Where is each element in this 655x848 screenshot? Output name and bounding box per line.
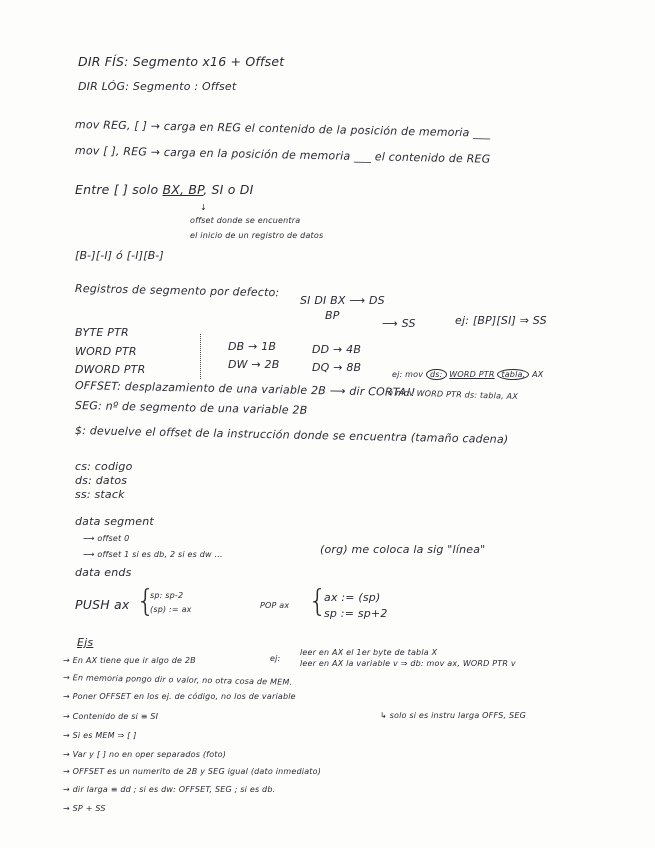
ej-line-3: → Poner OFFSET en los ej. de código, no los de variable [63, 692, 296, 701]
brace-icon: { [136, 584, 156, 619]
reg-ss: ⟶ SS [382, 317, 416, 330]
ej-line-4: → Contenido de si ≡ SI [63, 712, 159, 721]
ej-word-ptr: WORD PTR [449, 370, 495, 379]
org-note: (org) me coloca la sig "línea" [320, 543, 486, 556]
ej-mov: ej: mov [392, 370, 424, 379]
ej-line-7: → OFFSET es un numerito de 2B y SEG igual (dato inmediato) [63, 767, 322, 776]
entre-line [75, 182, 253, 197]
ej-ds-circled: ds: [426, 369, 447, 380]
reg-ds: SI DI BX ⟶ DS [300, 294, 385, 307]
pop-label: POP ax [260, 601, 290, 610]
dir-fis-line: DIR FÍS: Segmento x16 + Offset [78, 54, 285, 69]
ds-line: ds: datos [75, 474, 128, 487]
db-size: DB → 1B [228, 340, 277, 353]
reg-bp: BP [325, 309, 340, 322]
push-step-1: sp: sp-2 [150, 591, 184, 600]
data-ends: data ends [75, 566, 132, 579]
offset-0: ⟶ offset 0 [83, 534, 130, 543]
mov-reg-mem-line: mov REG, [ ] → carga en REG el contenido de la posición de memoria ___ [74, 118, 491, 140]
registros-line: Registros de segmento por defecto: [74, 282, 280, 300]
dw-size: DW → 2B [228, 358, 280, 371]
seg-definition: SEG: nº de segmento de una variable 2B [74, 399, 308, 417]
mov-mem-reg-line: mov [ ], REG → carga en la posición de memoria ___ el contenido de REG [74, 144, 491, 166]
dd-size: DD → 4B [312, 343, 362, 356]
dollar-definition: $: devuelve el offset de la instrucción donde se encuentra (tamaño cadena) [74, 424, 509, 447]
brace-icon: { [308, 584, 328, 619]
offset-1: ⟶ offset 1 si es db, 2 si es dw ... [83, 550, 223, 559]
ej-line-1-note-2: leer en AX la variable v ⇒ db: mov ax, WORD PTR v [300, 659, 516, 668]
word-ptr: WORD PTR [75, 345, 137, 358]
ejs-heading: Ejs [77, 636, 94, 649]
ej-ax: AX [532, 370, 544, 379]
arrow-down-icon: ↓ [200, 203, 207, 212]
dq-size: DQ → 8B [312, 361, 362, 374]
entre-regs-underlined: BX, BP [162, 182, 204, 197]
mov-example-1 [392, 370, 543, 379]
dotted-divider [200, 334, 201, 379]
ej-line-8: → dir larga ≡ dd ; si es dw: OFFSET, SEG ; si es db. [63, 785, 276, 794]
push-label: PUSH ax [75, 597, 130, 612]
dword-ptr: DWORD PTR [75, 363, 146, 376]
ej-line-1-ej: ej: [270, 654, 281, 663]
ej-line-1: → En AX tiene que ir algo de 2B [63, 656, 196, 665]
ej-line-5: → Si es MEM ⇒ [ ] [63, 731, 137, 740]
cs-line: cs: codigo [75, 460, 133, 473]
entre-regs-rest: , SI o DI [203, 182, 254, 197]
data-segment: data segment [75, 515, 154, 528]
ej-line-9: → SP + SS [63, 804, 106, 813]
reg-example: ej: [BP][SI] ⇒ SS [455, 314, 547, 327]
offset-note-1: offset donde se encuentra [190, 216, 301, 225]
entre-label: Entre [ ] solo [75, 182, 159, 197]
ej-tabla-circled: tabla, [497, 369, 529, 380]
ss-line: ss: stack [75, 488, 125, 501]
ej-line-1-note-1: leer en AX el 1er byte de tabla X [300, 648, 438, 657]
offset-definition: OFFSET: desplazamiento de una variable 2B ⟶ dir CORTA!! [74, 379, 416, 400]
combo-line: [B-][-I] ó [-I][B-] [75, 249, 164, 262]
pop-step-1: ax := (sp) [324, 591, 381, 604]
ej-line-6: → Var y [ ] no en oper separados (foto) [63, 750, 227, 759]
pop-step-2: sp := sp+2 [324, 607, 388, 620]
ej-line-2: → En memoria pongo dir o valor, no otra cosa de MEM. [62, 673, 293, 687]
offset-note-2: el inicio de un registro de datos [190, 231, 324, 240]
byte-ptr: BYTE PTR [75, 326, 129, 339]
dir-log-line: DIR LÓG: Segmento : Offset [78, 80, 237, 93]
push-step-2: (sp) := ax [150, 605, 192, 614]
mov-example-2: ó mov WORD PTR ds: tabla, AX [387, 388, 519, 402]
ej-line-3-note: ↳ solo si es instru larga OFFS, SEG [380, 711, 526, 720]
